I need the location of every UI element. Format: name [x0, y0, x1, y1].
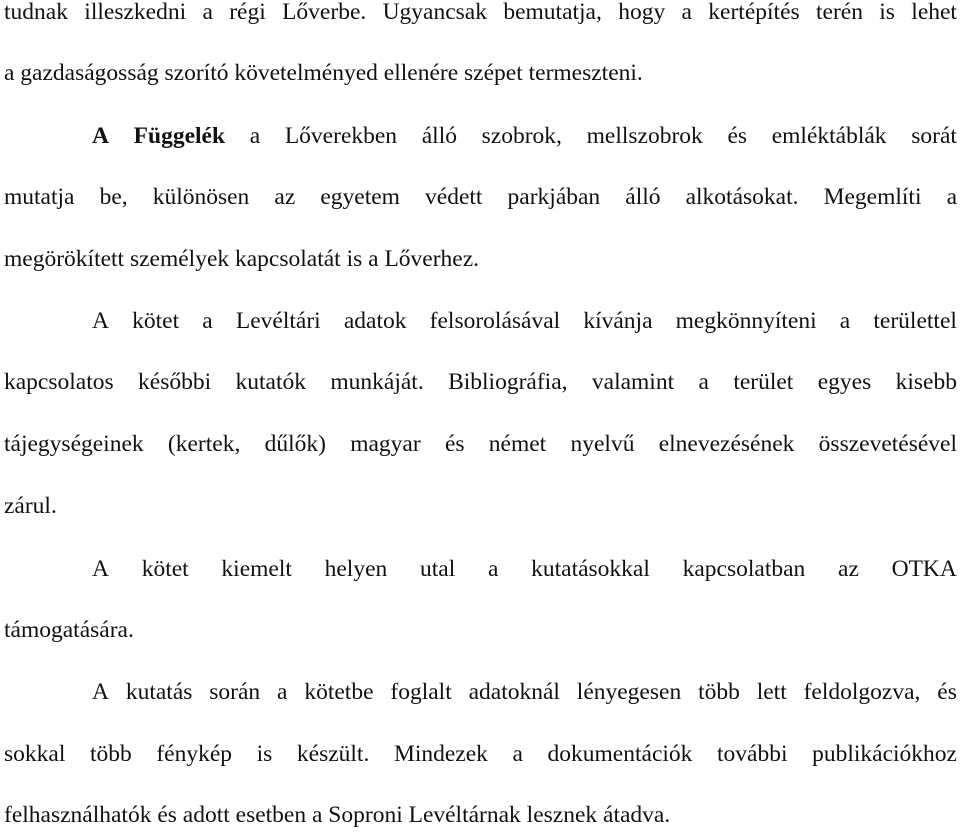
word: mutatja: [4, 184, 75, 210]
word: is: [879, 0, 895, 25]
word: a: [277, 679, 288, 705]
word: védett: [425, 184, 483, 210]
text-line: [4, 182, 957, 212]
word: Bibliográfia,: [448, 369, 568, 395]
word: A: [92, 308, 109, 334]
word: lett: [756, 679, 787, 705]
word: fénykép: [156, 741, 233, 767]
word: Levéltári: [235, 308, 321, 334]
word: a: [202, 308, 213, 334]
word: A: [92, 679, 109, 705]
word: alkotásokat.: [685, 184, 799, 210]
word: álló: [625, 184, 661, 210]
word: Megemlíti: [823, 184, 922, 210]
word: szobrok,: [481, 123, 562, 149]
word: több: [698, 679, 740, 705]
word: kutatás: [125, 679, 193, 705]
word: további: [717, 741, 788, 767]
word: tudnak: [4, 0, 68, 25]
word: több: [89, 741, 132, 767]
word: a: [839, 308, 851, 334]
word: a: [249, 123, 261, 149]
word: kívánja: [583, 308, 653, 334]
word: régi: [229, 0, 266, 25]
bold-word: A: [92, 123, 109, 149]
word: terén: [815, 0, 863, 25]
text-line: [4, 739, 957, 769]
text-line: [4, 429, 957, 459]
word: és: [937, 679, 957, 705]
word: kötet: [132, 308, 180, 334]
text-line: [92, 121, 957, 151]
word: lehet: [911, 0, 957, 25]
word: A: [92, 556, 109, 582]
word: utal: [419, 556, 456, 582]
word: megkönnyíteni: [675, 308, 817, 334]
word: magyar: [350, 431, 421, 457]
word: a: [681, 0, 692, 25]
word: is: [256, 741, 273, 767]
word: a: [202, 0, 213, 25]
word: a: [698, 369, 709, 395]
word: bemutatja,: [503, 0, 602, 25]
word: kapcsolatos: [4, 369, 114, 395]
word: során: [209, 679, 261, 705]
word: német: [488, 431, 547, 457]
word: egyetem: [320, 184, 400, 210]
text-line: [4, 0, 957, 27]
word: illeszkedni: [84, 0, 187, 25]
word: valamint: [591, 369, 675, 395]
word: dokumentációk: [547, 741, 693, 767]
word: összevetésével: [818, 431, 957, 457]
text-line: [92, 306, 957, 336]
word: (kertek,: [167, 431, 241, 457]
word: a: [512, 741, 523, 767]
word: kertépítés: [708, 0, 800, 25]
word: emléktáblák: [771, 123, 887, 149]
word: terület: [733, 369, 794, 395]
word: későbbi: [138, 369, 212, 395]
text-line: [4, 367, 957, 397]
bold-word: Függelék: [133, 123, 226, 149]
text-line: zárul.: [4, 493, 57, 519]
word: az: [274, 184, 296, 210]
word: sokkal: [4, 741, 66, 767]
word: adatok: [343, 308, 407, 334]
word: és: [727, 123, 748, 149]
word: nyelvű: [570, 431, 635, 457]
word: kutatásokkal: [531, 556, 650, 582]
word: feldolgozva,: [803, 679, 921, 705]
word: sorát: [911, 123, 957, 149]
word: készült.: [296, 741, 370, 767]
word: kisebb: [895, 369, 957, 395]
word: hogy: [618, 0, 666, 25]
word: a: [487, 556, 499, 582]
word: publikációkhoz: [812, 741, 957, 767]
word: Lőverbe.: [282, 0, 367, 25]
word: és: [444, 431, 465, 457]
word: elnevezésének: [658, 431, 795, 457]
word: területtel: [873, 308, 957, 334]
word: kiemelt: [221, 556, 292, 582]
word: a: [946, 184, 957, 210]
word: be,: [99, 184, 128, 210]
text-line: a gazdaságosság szorító követelményed ellenére szépet termeszteni.: [4, 60, 643, 86]
word: foglalt: [390, 679, 452, 705]
word: felsorolásával: [429, 308, 561, 334]
word: tájegységeinek: [4, 431, 144, 457]
text-line: támogatására.: [4, 617, 134, 643]
word: munkáját.: [330, 369, 424, 395]
word: mellszobrok: [586, 123, 703, 149]
word: parkjában: [507, 184, 601, 210]
text-line: felhasználhatók és adott esetben a Soproni Levéltárnak lesznek átadva.: [4, 802, 671, 828]
word: kötet: [141, 556, 189, 582]
text-line: [92, 554, 957, 584]
word: OTKA: [891, 556, 957, 582]
word: az: [838, 556, 859, 582]
word: helyen: [324, 556, 388, 582]
word: Lőverekben: [284, 123, 398, 149]
word: kutatók: [235, 369, 306, 395]
word: Mindezek: [393, 741, 488, 767]
word: álló: [421, 123, 457, 149]
text-line: [92, 677, 957, 707]
word: kötetbe: [304, 679, 374, 705]
word: adatoknál: [468, 679, 560, 705]
word: egyes: [817, 369, 872, 395]
word: lényegesen: [576, 679, 682, 705]
text-line: megörökített személyek kapcsolatát is a Lőverhez.: [4, 246, 480, 272]
word: Ugyancsak: [382, 0, 487, 25]
word: kapcsolatban: [682, 556, 806, 582]
word: dűlők): [264, 431, 326, 457]
word: különösen: [152, 184, 250, 210]
